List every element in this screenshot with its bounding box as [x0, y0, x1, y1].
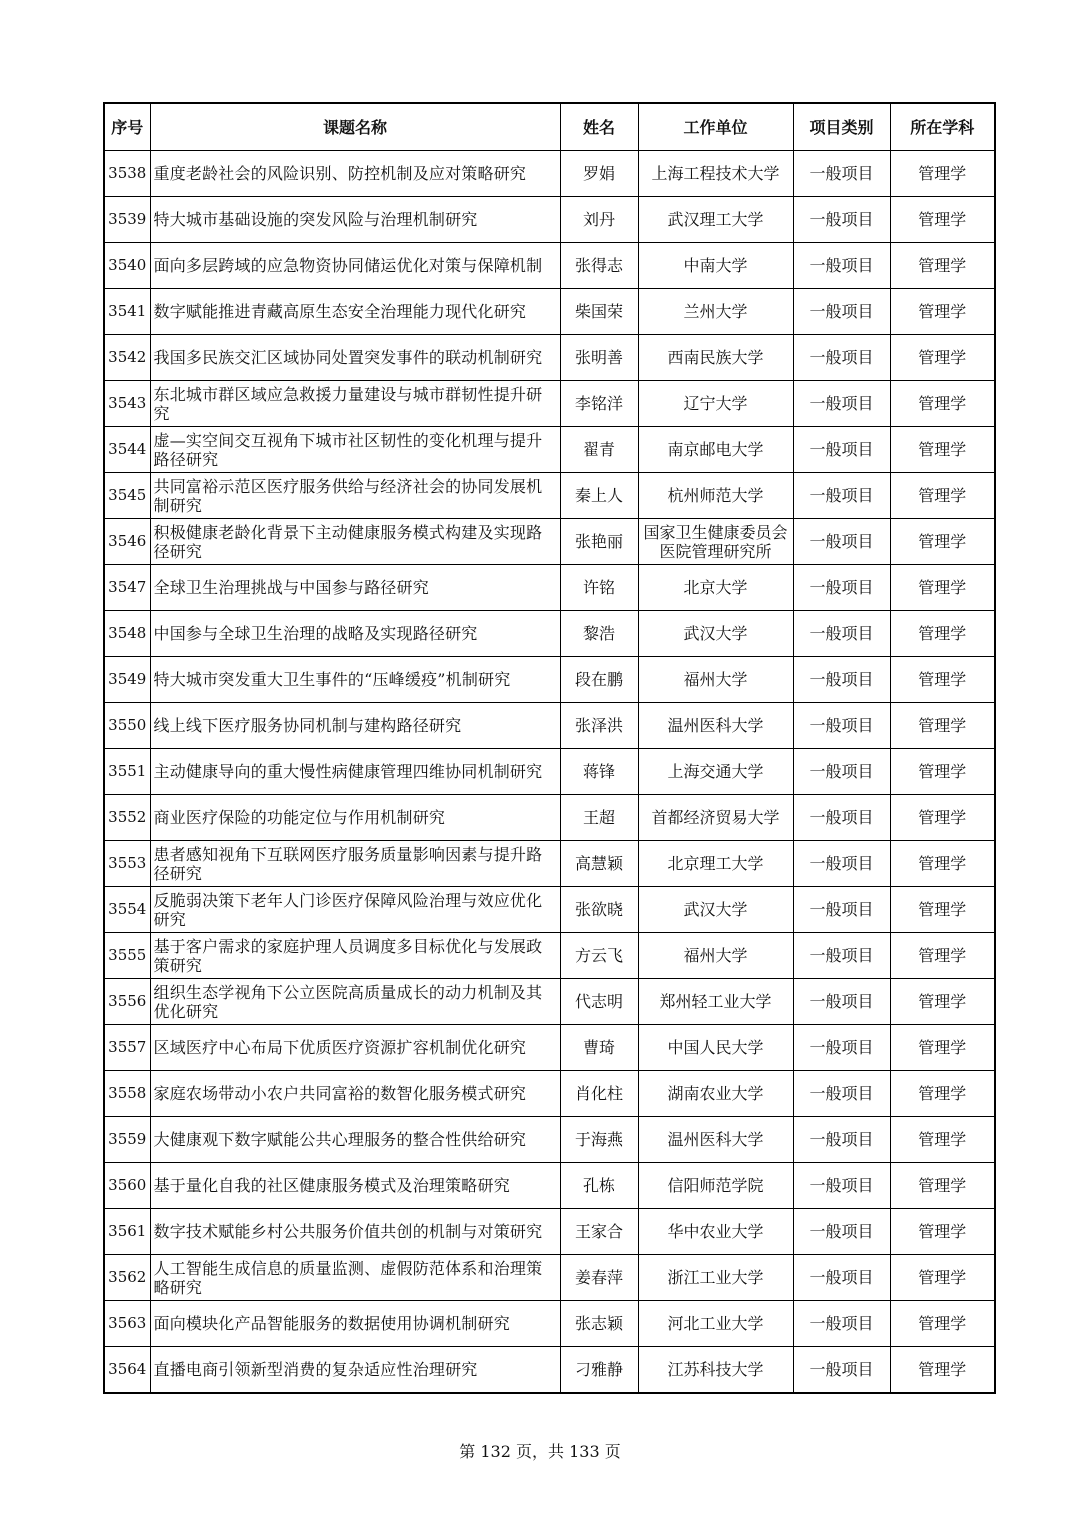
serial-cell: 3543 — [104, 381, 150, 427]
title-cell: 线上线下医疗服务协同机制与建构路径研究 — [150, 703, 560, 749]
category-cell: 一般项目 — [793, 243, 890, 289]
table-row — [104, 1117, 995, 1163]
unit-cell: 西南民族大学 — [638, 335, 793, 381]
project-table — [103, 102, 996, 1394]
header-discipline: 所在学科 — [890, 103, 995, 151]
discipline-cell: 管理学 — [890, 519, 995, 565]
discipline-cell: 管理学 — [890, 1255, 995, 1301]
discipline-cell: 管理学 — [890, 749, 995, 795]
table-row — [104, 381, 995, 427]
title-cell: 中国参与全球卫生治理的战略及实现路径研究 — [150, 611, 560, 657]
title-cell: 数字赋能推进青藏高原生态安全治理能力现代化研究 — [150, 289, 560, 335]
discipline-cell: 管理学 — [890, 1117, 995, 1163]
name-cell: 黎浩 — [560, 611, 638, 657]
category-cell: 一般项目 — [793, 841, 890, 887]
serial-cell: 3552 — [104, 795, 150, 841]
table-row — [104, 1347, 995, 1394]
discipline-cell: 管理学 — [890, 657, 995, 703]
category-cell: 一般项目 — [793, 1301, 890, 1347]
table-row — [104, 1025, 995, 1071]
serial-cell: 3554 — [104, 887, 150, 933]
name-cell: 许铭 — [560, 565, 638, 611]
category-cell: 一般项目 — [793, 565, 890, 611]
serial-cell: 3557 — [104, 1025, 150, 1071]
discipline-cell: 管理学 — [890, 381, 995, 427]
unit-cell: 首都经济贸易大学 — [638, 795, 793, 841]
title-cell: 反脆弱决策下老年人门诊医疗保障风险治理与效应优化研究 — [150, 887, 560, 933]
discipline-cell: 管理学 — [890, 473, 995, 519]
name-cell: 罗娟 — [560, 151, 638, 197]
category-cell: 一般项目 — [793, 381, 890, 427]
discipline-cell: 管理学 — [890, 1301, 995, 1347]
title-cell: 面向多层跨域的应急物资协同储运优化对策与保障机制 — [150, 243, 560, 289]
name-cell: 张欲晓 — [560, 887, 638, 933]
category-cell: 一般项目 — [793, 887, 890, 933]
serial-cell: 3549 — [104, 657, 150, 703]
name-cell: 张志颖 — [560, 1301, 638, 1347]
name-cell: 张明善 — [560, 335, 638, 381]
table-row — [104, 427, 995, 473]
title-cell: 东北城市群区域应急救援力量建设与城市群韧性提升研究 — [150, 381, 560, 427]
table-row — [104, 1071, 995, 1117]
category-cell: 一般项目 — [793, 795, 890, 841]
discipline-cell: 管理学 — [890, 887, 995, 933]
category-cell: 一般项目 — [793, 1255, 890, 1301]
header-name: 姓名 — [560, 103, 638, 151]
unit-cell: 福州大学 — [638, 657, 793, 703]
title-cell: 大健康观下数字赋能公共心理服务的整合性供给研究 — [150, 1117, 560, 1163]
name-cell: 秦上人 — [560, 473, 638, 519]
unit-cell: 郑州轻工业大学 — [638, 979, 793, 1025]
name-cell: 孔栋 — [560, 1163, 638, 1209]
unit-cell: 上海工程技术大学 — [638, 151, 793, 197]
name-cell: 高慧颖 — [560, 841, 638, 887]
title-cell: 重度老龄社会的风险识别、防控机制及应对策略研究 — [150, 151, 560, 197]
title-cell: 我国多民族交汇区域协同处置突发事件的联动机制研究 — [150, 335, 560, 381]
category-cell: 一般项目 — [793, 151, 890, 197]
name-cell: 姜春萍 — [560, 1255, 638, 1301]
table-row — [104, 933, 995, 979]
unit-cell: 南京邮电大学 — [638, 427, 793, 473]
title-cell: 虚—实空间交互视角下城市社区韧性的变化机理与提升路径研究 — [150, 427, 560, 473]
name-cell: 蒋锋 — [560, 749, 638, 795]
table-body — [104, 151, 995, 1394]
name-cell: 柴国荣 — [560, 289, 638, 335]
title-cell: 家庭农场带动小农户共同富裕的数智化服务模式研究 — [150, 1071, 560, 1117]
table-header-row — [104, 103, 995, 151]
name-cell: 于海燕 — [560, 1117, 638, 1163]
discipline-cell: 管理学 — [890, 933, 995, 979]
name-cell: 张得志 — [560, 243, 638, 289]
unit-cell: 武汉大学 — [638, 887, 793, 933]
title-cell: 人工智能生成信息的质量监测、虚假防范体系和治理策略研究 — [150, 1255, 560, 1301]
serial-cell: 3561 — [104, 1209, 150, 1255]
discipline-cell: 管理学 — [890, 841, 995, 887]
header-title: 课题名称 — [150, 103, 560, 151]
header-serial: 序号 — [104, 103, 150, 151]
table-row — [104, 197, 995, 243]
table-row — [104, 795, 995, 841]
serial-cell: 3558 — [104, 1071, 150, 1117]
category-cell: 一般项目 — [793, 1163, 890, 1209]
discipline-cell: 管理学 — [890, 243, 995, 289]
discipline-cell: 管理学 — [890, 197, 995, 243]
category-cell: 一般项目 — [793, 1071, 890, 1117]
unit-cell: 华中农业大学 — [638, 1209, 793, 1255]
category-cell: 一般项目 — [793, 1209, 890, 1255]
title-cell: 基于客户需求的家庭护理人员调度多目标优化与发展政策研究 — [150, 933, 560, 979]
unit-cell: 杭州师范大学 — [638, 473, 793, 519]
discipline-cell: 管理学 — [890, 565, 995, 611]
unit-cell: 上海交通大学 — [638, 749, 793, 795]
table-row — [104, 1255, 995, 1301]
category-cell: 一般项目 — [793, 749, 890, 795]
title-cell: 全球卫生治理挑战与中国参与路径研究 — [150, 565, 560, 611]
category-cell: 一般项目 — [793, 979, 890, 1025]
category-cell: 一般项目 — [793, 703, 890, 749]
category-cell: 一般项目 — [793, 197, 890, 243]
serial-cell: 3563 — [104, 1301, 150, 1347]
serial-cell: 3545 — [104, 473, 150, 519]
name-cell: 王家合 — [560, 1209, 638, 1255]
name-cell: 肖化柱 — [560, 1071, 638, 1117]
name-cell: 段在鹏 — [560, 657, 638, 703]
discipline-cell: 管理学 — [890, 427, 995, 473]
title-cell: 组织生态学视角下公立医院高质量成长的动力机制及其优化研究 — [150, 979, 560, 1025]
serial-cell: 3544 — [104, 427, 150, 473]
title-cell: 数字技术赋能乡村公共服务价值共创的机制与对策研究 — [150, 1209, 560, 1255]
table-row — [104, 979, 995, 1025]
table-row — [104, 1301, 995, 1347]
table-row — [104, 1163, 995, 1209]
unit-cell: 浙江工业大学 — [638, 1255, 793, 1301]
title-cell: 共同富裕示范区医疗服务供给与经济社会的协同发展机制研究 — [150, 473, 560, 519]
unit-cell: 辽宁大学 — [638, 381, 793, 427]
category-cell: 一般项目 — [793, 335, 890, 381]
table-row — [104, 703, 995, 749]
serial-cell: 3562 — [104, 1255, 150, 1301]
title-cell: 主动健康导向的重大慢性病健康管理四维协同机制研究 — [150, 749, 560, 795]
name-cell: 刘丹 — [560, 197, 638, 243]
table-row — [104, 243, 995, 289]
discipline-cell: 管理学 — [890, 335, 995, 381]
title-cell: 基于量化自我的社区健康服务模式及治理策略研究 — [150, 1163, 560, 1209]
serial-cell: 3546 — [104, 519, 150, 565]
unit-cell: 温州医科大学 — [638, 703, 793, 749]
unit-cell: 中南大学 — [638, 243, 793, 289]
category-cell: 一般项目 — [793, 1025, 890, 1071]
serial-cell: 3564 — [104, 1347, 150, 1394]
name-cell: 翟青 — [560, 427, 638, 473]
serial-cell: 3548 — [104, 611, 150, 657]
unit-cell: 武汉大学 — [638, 611, 793, 657]
title-cell: 区域医疗中心布局下优质医疗资源扩容机制优化研究 — [150, 1025, 560, 1071]
name-cell: 曹琦 — [560, 1025, 638, 1071]
serial-cell: 3540 — [104, 243, 150, 289]
category-cell: 一般项目 — [793, 427, 890, 473]
discipline-cell: 管理学 — [890, 1025, 995, 1071]
category-cell: 一般项目 — [793, 1117, 890, 1163]
discipline-cell: 管理学 — [890, 1209, 995, 1255]
table-row — [104, 887, 995, 933]
unit-cell: 河北工业大学 — [638, 1301, 793, 1347]
serial-cell: 3539 — [104, 197, 150, 243]
discipline-cell: 管理学 — [890, 289, 995, 335]
table-row — [104, 611, 995, 657]
serial-cell: 3551 — [104, 749, 150, 795]
unit-cell: 中国人民大学 — [638, 1025, 793, 1071]
discipline-cell: 管理学 — [890, 1347, 995, 1394]
unit-cell: 温州医科大学 — [638, 1117, 793, 1163]
name-cell: 方云飞 — [560, 933, 638, 979]
name-cell: 张泽洪 — [560, 703, 638, 749]
serial-cell: 3555 — [104, 933, 150, 979]
category-cell: 一般项目 — [793, 611, 890, 657]
title-cell: 直播电商引领新型消费的复杂适应性治理研究 — [150, 1347, 560, 1394]
table-row — [104, 151, 995, 197]
table-row — [104, 519, 995, 565]
category-cell: 一般项目 — [793, 473, 890, 519]
table-row — [104, 565, 995, 611]
table-row — [104, 1209, 995, 1255]
discipline-cell: 管理学 — [890, 795, 995, 841]
unit-cell: 兰州大学 — [638, 289, 793, 335]
unit-cell: 湖南农业大学 — [638, 1071, 793, 1117]
table-row — [104, 473, 995, 519]
discipline-cell: 管理学 — [890, 1163, 995, 1209]
title-cell: 特大城市突发重大卫生事件的“压峰缓疫”机制研究 — [150, 657, 560, 703]
table-row — [104, 657, 995, 703]
name-cell: 李铭洋 — [560, 381, 638, 427]
name-cell: 王超 — [560, 795, 638, 841]
page-footer: 第 132 页，共 133 页 — [459, 1442, 621, 1461]
title-cell: 面向模块化产品智能服务的数据使用协调机制研究 — [150, 1301, 560, 1347]
discipline-cell: 管理学 — [890, 1071, 995, 1117]
category-cell: 一般项目 — [793, 657, 890, 703]
discipline-cell: 管理学 — [890, 151, 995, 197]
title-cell: 特大城市基础设施的突发风险与治理机制研究 — [150, 197, 560, 243]
serial-cell: 3538 — [104, 151, 150, 197]
header-category: 项目类别 — [793, 103, 890, 151]
serial-cell: 3550 — [104, 703, 150, 749]
category-cell: 一般项目 — [793, 289, 890, 335]
title-cell: 商业医疗保险的功能定位与作用机制研究 — [150, 795, 560, 841]
table-row — [104, 289, 995, 335]
table-row — [104, 841, 995, 887]
unit-cell: 国家卫生健康委员会医院管理研究所 — [638, 519, 793, 565]
header-unit: 工作单位 — [638, 103, 793, 151]
table-row — [104, 749, 995, 795]
category-cell: 一般项目 — [793, 933, 890, 979]
name-cell: 张艳丽 — [560, 519, 638, 565]
name-cell: 代志明 — [560, 979, 638, 1025]
discipline-cell: 管理学 — [890, 611, 995, 657]
serial-cell: 3560 — [104, 1163, 150, 1209]
discipline-cell: 管理学 — [890, 703, 995, 749]
category-cell: 一般项目 — [793, 1347, 890, 1394]
unit-cell: 信阳师范学院 — [638, 1163, 793, 1209]
serial-cell: 3541 — [104, 289, 150, 335]
unit-cell: 武汉理工大学 — [638, 197, 793, 243]
unit-cell: 北京理工大学 — [638, 841, 793, 887]
serial-cell: 3547 — [104, 565, 150, 611]
serial-cell: 3556 — [104, 979, 150, 1025]
serial-cell: 3553 — [104, 841, 150, 887]
name-cell: 刁雅静 — [560, 1347, 638, 1394]
serial-cell: 3542 — [104, 335, 150, 381]
category-cell: 一般项目 — [793, 519, 890, 565]
discipline-cell: 管理学 — [890, 979, 995, 1025]
unit-cell: 福州大学 — [638, 933, 793, 979]
title-cell: 积极健康老龄化背景下主动健康服务模式构建及实现路径研究 — [150, 519, 560, 565]
unit-cell: 北京大学 — [638, 565, 793, 611]
unit-cell: 江苏科技大学 — [638, 1347, 793, 1394]
title-cell: 患者感知视角下互联网医疗服务质量影响因素与提升路径研究 — [150, 841, 560, 887]
serial-cell: 3559 — [104, 1117, 150, 1163]
table-row — [104, 335, 995, 381]
